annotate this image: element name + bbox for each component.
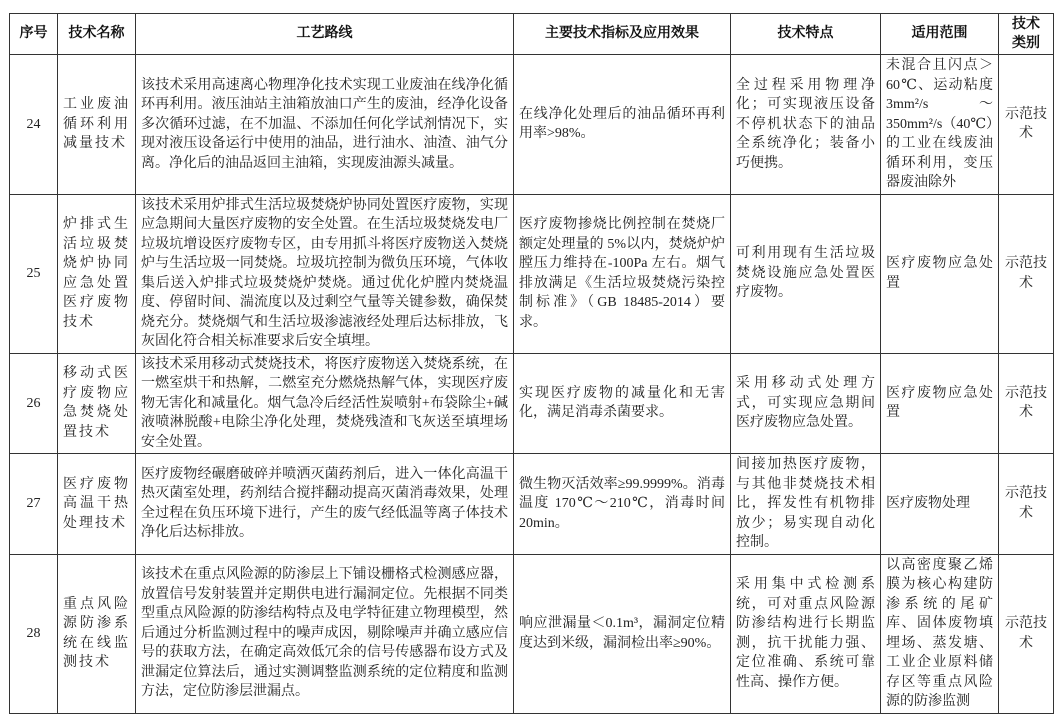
technology-name-cell: 移动式医疗废物应急焚烧处置技术	[58, 353, 136, 454]
applicable-scope-cell: 以高密度聚乙烯膜为核心构建防渗系统的尾矿库、固体废物填埋场、蒸发塘、工业企业原料储存区等重点风险源的防渗监测	[881, 554, 999, 713]
process-route-cell: 该技术在重点风险源的防渗层上下铺设栅格式检测感应器，放置信号发射装置并定期供电进行漏洞定位。先根据不同类型重点风险源的防渗结构特点及电学特征建立物理模型，然后通过分析监测过程中的噪声成因，剔除噪声并确立感应信号的获取方法，在确定高效低冗余的信号传感器布设方式及泄漏定位算法后，通过实测调整监测系统的定位精度和监测方法，定位防渗层泄漏点。	[136, 554, 514, 713]
row-number-cell: 27	[10, 454, 58, 555]
applicable-scope-cell: 未混合且闪点＞60℃、运动粘度3mm²/s ～350mm²/s（40℃）的工业在线废油循环利用，变压器废油除外	[881, 55, 999, 195]
applicable-scope-cell: 医疗废物处理	[881, 454, 999, 555]
technical-features-cell: 采用集中式检测系统，可对重点风险源防渗结构进行长期监测，抗干扰能力强、定位准确、系统可靠性高、操作方便。	[731, 554, 881, 713]
technology-table	[9, 13, 1054, 714]
table-row	[10, 554, 1054, 713]
technology-category-cell: 示范技术	[999, 55, 1054, 195]
process-route-cell: 医疗废物经碾磨破碎并喷洒灭菌药剂后，进入一体化高温干热灭菌室处理，药剂结合搅拌翻动提高灭菌消毒效果，处理全过程在负压环境下进行，产生的废气经低温等离子体技术净化后达标排放。	[136, 454, 514, 555]
row-number-cell: 24	[10, 55, 58, 195]
row-number-cell: 28	[10, 554, 58, 713]
header-name: 技术名称	[58, 14, 136, 55]
header-no: 序号	[10, 14, 58, 55]
technology-category-cell: 示范技术	[999, 194, 1054, 353]
header-category: 技术类别	[999, 14, 1054, 55]
technology-name-cell: 工业废油循环利用减量技术	[58, 55, 136, 195]
table-row	[10, 55, 1054, 195]
technology-name-cell: 炉排式生活垃圾焚烧炉协同应急处置医疗废物技术	[58, 194, 136, 353]
header-row	[10, 14, 1054, 55]
technology-category-cell: 示范技术	[999, 353, 1054, 454]
table-row	[10, 353, 1054, 454]
technology-name-cell: 医疗废物高温干热处理技术	[58, 454, 136, 555]
process-route-cell: 该技术采用移动式焚烧技术，将医疗废物送入焚烧系统，在一燃室烘干和热解，二燃室充分燃烧热解气体，实现医疗废物无害化和减量化。烟气急冷后经活性炭喷射+布袋除尘+碱液喷淋脱酸+电除尘净化处理，焚烧残渣和飞灰送至填埋场安全处置。	[136, 353, 514, 454]
technology-name-cell: 重点风险源防渗系统在线监测技术	[58, 554, 136, 713]
table-row	[10, 454, 1054, 555]
process-route-cell: 该技术采用高速离心物理净化技术实现工业废油在线净化循环再利用。液压油站主油箱放油口产生的废油，经净化设备多次循环过滤，在不加温、不添加任何化学试剂情况下，实现对液压设备运行中使用的油品，进行油水、油渣、油气分离。净化后的油品返回主油箱，实现废油源头减量。	[136, 55, 514, 195]
technical-features-cell: 采用移动式处理方式，可实现应急期间医疗废物应急处置。	[731, 353, 881, 454]
technology-category-cell: 示范技术	[999, 554, 1054, 713]
technical-features-cell: 间接加热医疗废物，与其他非焚烧技术相比，挥发性有机物排放少；易实现自动化控制。	[731, 454, 881, 555]
technology-category-cell: 示范技术	[999, 454, 1054, 555]
process-route-cell: 该技术采用炉排式生活垃圾焚烧炉协同处置医疗废物，实现应急期间大量医疗废物的安全处置。在生活垃圾焚烧发电厂垃圾坑增设医疗废物专区，由专用抓斗将医疗废物送入焚烧炉与生活垃圾一同焚烧。垃圾坑控制为微负压环境，气体收集后送入炉排式垃圾焚烧炉焚烧。通过优化炉膛内焚烧温度、停留时间、湍流度以及过剩空气量等关键参数，确保焚烧充分。焚烧烟气和生活垃圾渗滤液经处理后达标排放，飞灰固化符合相关标准要求后安全填埋。	[136, 194, 514, 353]
applicable-scope-cell: 医疗废物应急处置	[881, 194, 999, 353]
header-feature: 技术特点	[731, 14, 881, 55]
row-number-cell: 26	[10, 353, 58, 454]
applicable-scope-cell: 医疗废物应急处置	[881, 353, 999, 454]
table-row	[10, 194, 1054, 353]
indicators-effect-cell: 微生物灭活效率≥99.9999%。消毒温度 170℃～210℃，消毒时间20min。	[514, 454, 731, 555]
row-number-cell: 25	[10, 194, 58, 353]
indicators-effect-cell: 医疗废物掺烧比例控制在焚烧厂额定处理量的 5%以内，焚烧炉炉膛压力维持在-100Pa 左右。烟气排放满足《生活垃圾焚烧污染控制标准》（GB 18485-2014）要求。	[514, 194, 731, 353]
header-scope: 适用范围	[881, 14, 999, 55]
indicators-effect-cell: 实现医疗废物的减量化和无害化，满足消毒杀菌要求。	[514, 353, 731, 454]
header-route: 工艺路线	[136, 14, 514, 55]
indicators-effect-cell: 在线净化处理后的油品循环再利用率>98%。	[514, 55, 731, 195]
header-effect: 主要技术指标及应用效果	[514, 14, 731, 55]
indicators-effect-cell: 响应泄漏量＜0.1m³，漏洞定位精度达到米级，漏洞检出率≥90%。	[514, 554, 731, 713]
technical-features-cell: 全过程采用物理净化；可实现液压设备不停机状态下的油品全系统净化；装备小巧便携。	[731, 55, 881, 195]
technical-features-cell: 可利用现有生活垃圾焚烧设施应急处置医疗废物。	[731, 194, 881, 353]
